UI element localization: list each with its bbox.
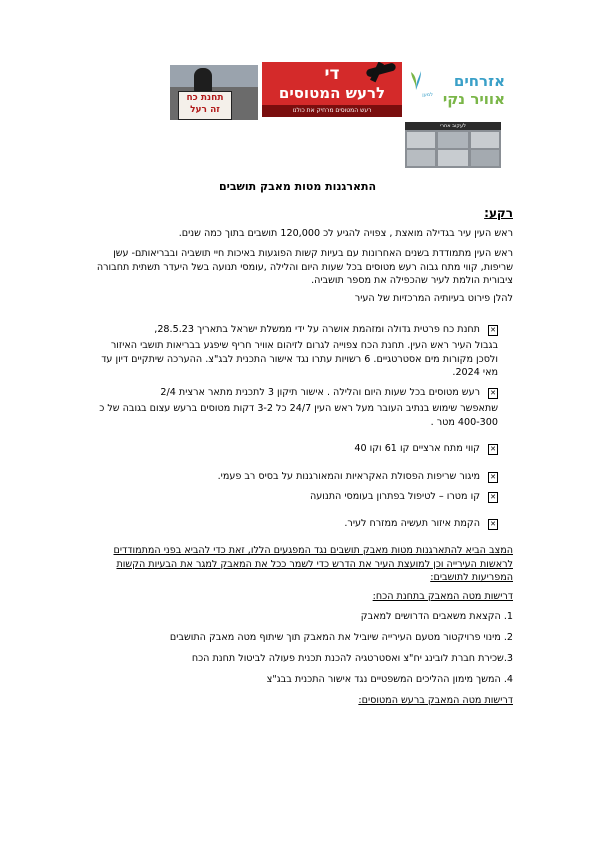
photo-person [194,68,212,92]
news-tile [407,132,435,148]
issue-item [90,490,498,504]
issue-line: תחנת כח פרטית גדולה ומזהמת אושרה על ידי ממשלת ישראל בתאריך 28.5.23, [154,324,480,335]
photo-sky [170,65,258,87]
checkbox-icon: ✕ [488,519,498,530]
issue-item [90,517,498,531]
summary-paragraph: המצב הביא להתארגנות מטות מאבק תושבים נגד המפגעים הללו, זאת כדי להביא בפני המתמודדים לראשות העירייה וכן למועצת העיר את הדרש כדי לשמר ככל את המאבק למגר את הבעיות הקשות המפריעות לתושבים: [113,545,513,583]
demand-item: 4. המשך מימון ההליכים המשפטיים נגד אישור התכנית בבג"צ [266,674,513,685]
banner-line-1: די [324,64,340,84]
issue-item [90,386,498,400]
noise-banner [262,62,402,117]
news-tile [438,150,468,166]
logo-prefix: למען [422,92,433,98]
news-strip-label: לעקוב אחרי [405,122,501,130]
paragraph: ראש העין מתמודדת בשנים האחרונות עם בעיות קשות הפוגעות באיכות חיי תושביה ובבריאותם- עשן שריפות, קווי מתח גבוה רעש מטוסים בכל שעות היום והלילה ,עומסי תנועה בשל היעדר תשתית תחבורה ציבורית הולמת לעיר שהכפילה את מספר תושביה. [96,248,513,286]
issue-item [90,470,498,484]
issue-line: רעש מטוסים בכל שעות היום והלילה . אישור תיקון 3 לתכנית מתאר ארצית 2/4 [160,387,480,398]
demand-item: 2. מינוי פרויקטור מטעם העירייה שיוביל את המאבק תוך שיתוף מטה מאבק התושבים [169,632,513,643]
news-tile [471,150,499,166]
issue-item [90,323,498,337]
checkbox-icon: ✕ [488,472,498,483]
paragraph: ראש העין עיר בגדילה מואצת , צפויה להגיע לכ 120,000 תושבים בתוך כמה שנים. [178,228,513,239]
protest-photo [170,65,258,120]
power-station-heading: דרישות מטה המאבק בתחנת הכח: [372,591,513,602]
issue-item [90,442,498,456]
banner-line-2: לרעש המטוסים [278,84,386,102]
demand-item: 3.שכירת חברת לובינג יח"צ ואסטרטגיה להכנת תכנית פעולה לביטול תחנת הכח [191,653,513,664]
issue-line: הקמת איזור תעשיה ממזרח לעיר. [344,518,480,529]
issue-line: קו מטרו – לטיפול בפתרון בעומסי התנועה [310,491,480,502]
protest-sign-line: תחנת כח [186,93,224,103]
noise-heading: דרישות מטה המאבק ברעש המטוסים: [358,695,513,706]
document-title: התארגנות מטות מאבק תושבים [218,180,377,193]
background-heading: רקע: [484,206,513,220]
citizens-clean-air-logo [405,68,505,116]
protest-sign-line: זה רעל [190,105,220,115]
issue-line: מיגור שריפות הפסולת האקראיות והמאורגנות על בסיס רב פעמי. [217,471,480,482]
logo-line-1: אזרחים [453,72,505,90]
news-tile [471,132,499,148]
banner-footer: רעש המטוסים מרחיק את כולנו [262,105,402,117]
checkbox-icon: ✕ [488,388,498,399]
checkbox-icon: ✕ [488,444,498,455]
issue-detail: שתאפשר שימוש בנתיב העובר מעל ראש העין 24/7 כל 3-2 דקות מטוסים ברעש עצום בגובה של כ 400-300 מטר . [99,403,498,428]
paragraph: להלן פירוט בעיותיה המרכזיות של העיר [354,293,513,304]
news-tile [438,132,468,148]
news-collage [405,122,501,168]
checkbox-icon: ✕ [488,492,498,503]
issue-line: קווי מתח ארציים קו 61 וקו 40 [354,443,480,454]
checkbox-icon: ✕ [488,325,498,336]
issue-detail: בגבול העיר ראש העין. תחנת הכח צפוייה לגרום לזיהום אוויר חריף שיפגע בבריאות תושבי האיזור ולסכן מקורות מים אסטרטגיים. 6 רשויות עתרו נגד אישור התכנית לבג"צ. ההערכה שיתקיים דיון עד מאי 2024. [101,340,498,378]
news-tile [407,150,435,166]
demand-item: 1. הקצאת משאבים הדרושים למאבק [360,611,513,622]
protest-sign [178,91,232,120]
logo-line-2: אוויר נקי [442,90,505,108]
leaf-icon [410,70,422,90]
